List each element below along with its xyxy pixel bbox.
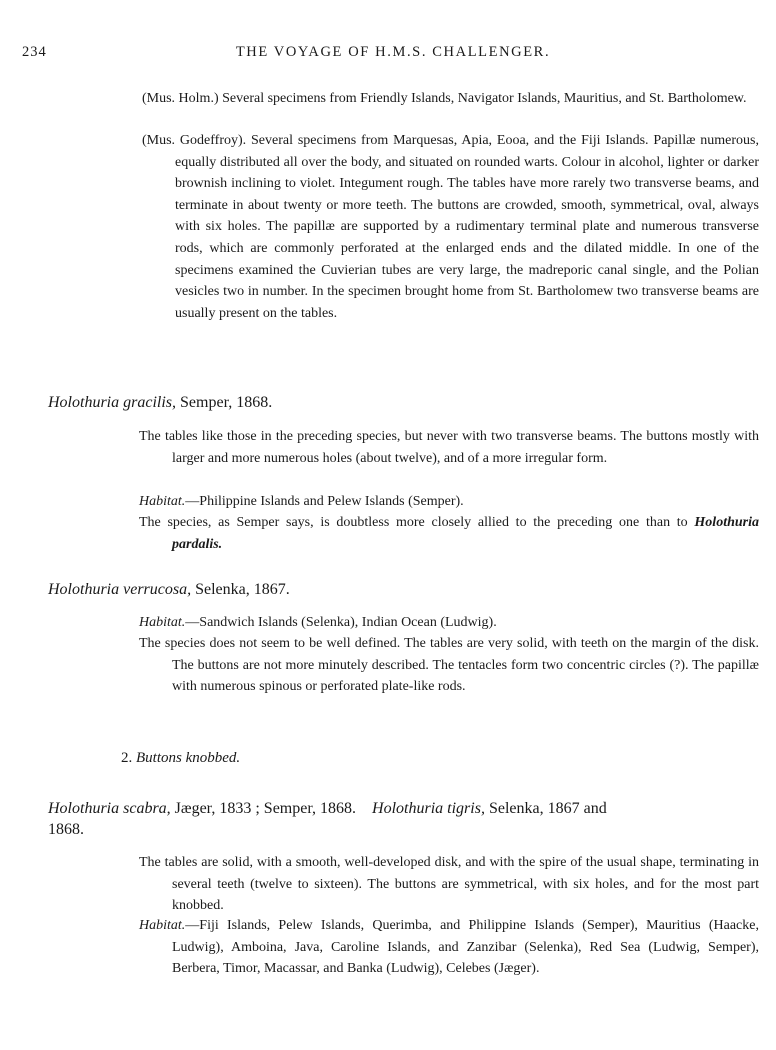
running-title: THE VOYAGE OF H.M.S. CHALLENGER. [235, 44, 551, 60]
entry-text: Several specimens from Marquesas, Apia, Eooa, and the Fiji Islands. Papillæ numerous, equally distributed all over the body, and situated on rounded warts. Colour in alcohol, lighter or darker brownish inclining to violet. Integument rough. The tables have more rarely two transverse beams, and terminate in about twenty or more teeth. The buttons are crowded, smooth, symmetrical, oval, always with six holes. The papillæ are supported by a rudimentary terminal plate and numerous transverse rods, which are commonly perforated at the enlarged ends and the dilated middle. In one of the specimens examined the Cuvierian tubes are very large, the madreporic canal single, and the Polian vesicles two in number. In the specimen brought home from St. Bartholomew two transverse beams are usually present on the tables. [175, 133, 760, 321]
species-title-scabra-line2: 1868. [48, 821, 84, 838]
scabra-description: The tables are solid, with a smooth, well-developed disk, and with the spire of the usual shape, terminating in several teeth (twelve to sixteen). The buttons are symmetrical, with six holes, and for the most part knobbed. [139, 855, 759, 914]
species-author: Selenka, 1867. [195, 581, 290, 598]
habitat-text: —Sandwich Islands (Selenka), Indian Ocean (Ludwig). [185, 615, 497, 630]
section-title: Buttons knobbed. [136, 750, 241, 766]
entry-mus-godeffroy [142, 130, 759, 324]
species-synonym: Holothuria tigris, [372, 800, 485, 817]
species-author: Semper, 1868. [180, 394, 273, 411]
species-synonym-author: Selenka, 1867 and [488, 800, 607, 817]
species-title-scabra [48, 797, 607, 820]
section-heading [121, 750, 240, 767]
habitat-text: —Philippine Islands and Pelew Islands (Semper). [185, 494, 464, 509]
gracilis-habitat [139, 491, 726, 513]
note-text: The species, as Semper says, is doubtless more closely allied to the preceding one than to [139, 515, 688, 530]
page-number: 234 [22, 44, 47, 60]
verrucosa-habitat [139, 612, 726, 634]
entry-label: (Mus. Holm.) [142, 91, 219, 106]
species-title-verrucosa [48, 578, 290, 601]
habitat-label: Habitat. [139, 494, 186, 509]
verrucosa-description: The species does not seem to be well defined. The tables are very solid, with teeth on the margin of the disk. The buttons are not more minutely described. The tentacles form two concentric circles (?). The papillæ with numerous spinous or perforated plate-like rods. [139, 636, 759, 695]
entry-text: Several specimens from Friendly Islands, Navigator Islands, Mauritius, and St. Bartholomew. [222, 91, 747, 106]
habitat-label: Habitat. [139, 615, 186, 630]
entry-mus-holm [142, 88, 759, 110]
note-species-ref: Holothuria pardalis. [172, 515, 760, 552]
entry-label: (Mus. Godeffroy). [142, 133, 247, 148]
species-author: Jæger, 1833 ; Semper, 1868. [174, 800, 357, 817]
gracilis-note [139, 512, 759, 555]
habitat-label: Habitat. [139, 918, 186, 933]
species-title-gracilis [48, 391, 272, 414]
gracilis-description: The tables like those in the preceding species, but never with two transverse beams. The buttons mostly with larger and more numerous holes (about twelve), and of a more irregular form. [139, 429, 759, 466]
species-name: Holothuria scabra, [48, 800, 171, 817]
species-name: Holothuria gracilis, [48, 394, 177, 411]
habitat-text: —Fiji Islands, Pelew Islands, Querimba, and Philippine Islands (Semper), Mauritius (Haacke, Ludwig), Amboina, Java, Caroline Islands, and Zanzibar (Selenka), Red Sea (Ludwig, Semper), Berbera, Timor, Macassar, and Banka (Ludwig), Celebes (Jæger). [172, 918, 759, 977]
species-name: Holothuria verrucosa, [48, 581, 192, 598]
scabra-habitat [139, 915, 759, 980]
section-number: 2. [121, 750, 133, 766]
